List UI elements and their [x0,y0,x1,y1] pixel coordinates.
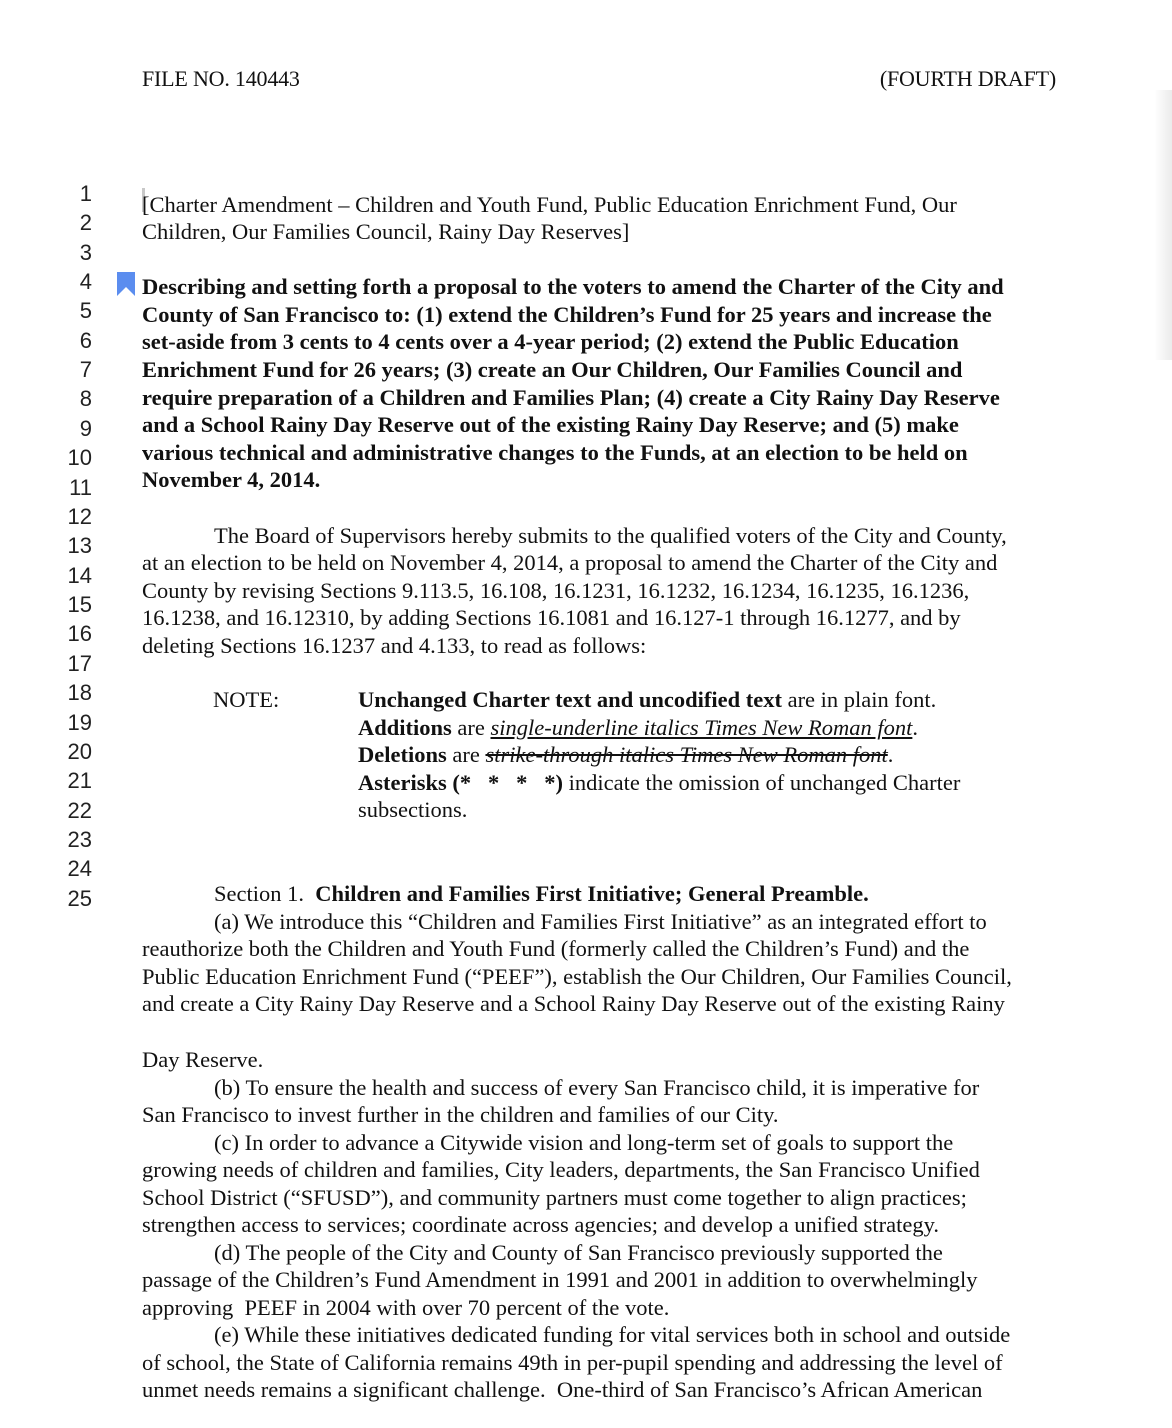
line-number: 11 [69,475,92,500]
line-number: 18 [67,680,92,705]
note-deletions-term: Deletions [358,742,447,767]
section-line: Public Education Enrichment Fund (“PEEF”), establish the Our Children, Our Families Council, [142,964,1012,989]
section-line: (e) While these initiatives dedicated funding for vital services both in school and outside [214,1322,1011,1347]
section-line: unmet needs remains a significant challenge. One-third of San Francisco’s African American [142,1377,983,1402]
note-additions-are: are [451,715,491,740]
line-number: 19 [67,710,92,735]
line-number: 3 [79,240,92,265]
note-asterisks-desc: indicate the omission of unchanged Charter [562,770,961,795]
summary-line: County of San Francisco to: (1) extend the Children’s Fund for 25 years and increase the [142,302,992,327]
draft-label: (FOURTH DRAFT) [879,66,1056,91]
section-line: of school, the State of California remains 49th in per-pupil spending and addressing the level of [142,1350,1003,1375]
bookmark-icon[interactable] [117,272,135,296]
section-line: growing needs of children and families, City leaders, departments, the San Francisco Unified [142,1157,980,1182]
note-deletions-style: strike-through italics Times New Roman font [485,742,888,767]
note-additions-term: Additions [358,715,452,740]
line-number: 16 [67,621,92,646]
scroll-edge-shadow [1154,90,1172,360]
line-number: 1 [79,181,92,206]
section-heading [142,880,869,908]
section-line: passage of the Children’s Fund Amendment in 1991 and 2001 in addition to overwhelmingly [142,1267,978,1292]
section-line: strengthen access to services; coordinate across agencies; and develop a unified strategy. [142,1212,939,1237]
section-line: approving PEEF in 2004 with over 70 percent of the vote. [142,1295,670,1320]
section-line: reauthorize both the Children and Youth Fund (formerly called the Children’s Fund) and the [142,936,970,961]
line-number: 22 [67,798,92,823]
intro-line: at an election to be held on November 4, 2014, a proposal to amend the Charter of the City and [142,550,998,575]
line-number: 6 [79,328,92,353]
title-line: Children, Our Families Council, Rainy Day Reserves] [142,219,630,244]
intro-line: The Board of Supervisors hereby submits to the qualified voters of the City and County, [214,523,1007,548]
section-line: (c) In order to advance a Citywide vision and long-term set of goals to support the [214,1130,954,1155]
intro-line: deleting Sections 16.1237 and 4.133, to read as follows: [142,633,647,658]
line-number: 2 [79,210,92,235]
section-line: (a) We introduce this “Children and Families First Initiative” as an integrated effort to [214,909,987,934]
line-number: 25 [67,886,92,911]
line-number: 9 [79,416,92,441]
section-line: (d) The people of the City and County of San Francisco previously supported the [214,1240,943,1265]
section-line: School District (“SFUSD”), and community partners must come together to align practices; [142,1185,967,1210]
line-number: 14 [67,563,92,588]
summary-line: November 4, 2014. [142,467,321,492]
summary-line: various technical and administrative changes to the Funds, at an election to be held on [142,440,968,465]
summary-line: require preparation of a Children and Families Plan; (4) create a City Rainy Day Reserve [142,385,1000,410]
note-additions-style: single-underline italics Times New Roman font [490,715,913,740]
line-number: 5 [79,298,92,323]
section-line: Day Reserve. [142,1047,264,1072]
note-deletions-are: are [446,742,486,767]
note-asterisks-cont: subsections. [358,797,468,822]
intro-line: 16.1238, and 16.12310, by adding Sections 16.1081 and 16.127-1 through 16.1277, and by [142,605,961,630]
line-number: 17 [67,651,92,676]
section-line: San Francisco to invest further in the children and families of our City. [142,1102,779,1127]
line-number: 12 [67,504,92,529]
section-label: Section 1. [214,881,316,906]
note-unchanged [358,687,936,713]
file-number: FILE NO. 140443 [142,66,300,91]
line-number: 8 [79,386,92,411]
note-deletions-end: . [887,742,894,767]
line-number: 4 [79,269,92,294]
summary-line: Enrichment Fund for 26 years; (3) create an Our Children, Our Families Council and [142,357,963,382]
section-title: Children and Families First Initiative; General Preamble. [315,881,869,906]
summary-line: Describing and setting forth a proposal to the voters to amend the Charter of the City and [142,274,1004,299]
line-number: 24 [67,856,92,881]
line-number: 21 [67,768,92,793]
note-additions [358,715,918,741]
line-number: 20 [67,739,92,764]
title-line: [Charter Amendment – Children and Youth Fund, Public Education Enrichment Fund, Our [142,192,957,217]
line-number: 7 [79,357,92,382]
note-asterisks [358,770,960,796]
note-label: NOTE: [213,687,280,712]
line-number: 10 [67,445,92,470]
section-line: (b) To ensure the health and success of every San Francisco child, it is imperative for [214,1075,980,1100]
note-additions-end: . [912,715,918,740]
intro-line: County by revising Sections 9.113.5, 16.108, 16.1231, 16.1232, 16.1234, 16.1235, 16.1236, [142,578,970,603]
section-line: and create a City Rainy Day Reserve and a School Rainy Day Reserve out of the existing Rainy [142,991,1005,1016]
line-number: 15 [67,592,92,617]
summary-line: set-aside from 3 cents to 4 cents over a 4-year period; (2) extend the Public Education [142,329,959,354]
line-number: 23 [67,827,92,852]
summary-line: and a School Rainy Day Reserve out of the existing Rainy Day Reserve; and (5) make [142,412,959,437]
note-asterisks-term: Asterisks (* * * *) [358,770,563,795]
note-unchanged-term: Unchanged Charter text and uncodified text [358,687,782,712]
line-number: 13 [67,533,92,558]
note-deletions [358,742,893,768]
note-unchanged-desc: are in plain font. [781,687,937,712]
